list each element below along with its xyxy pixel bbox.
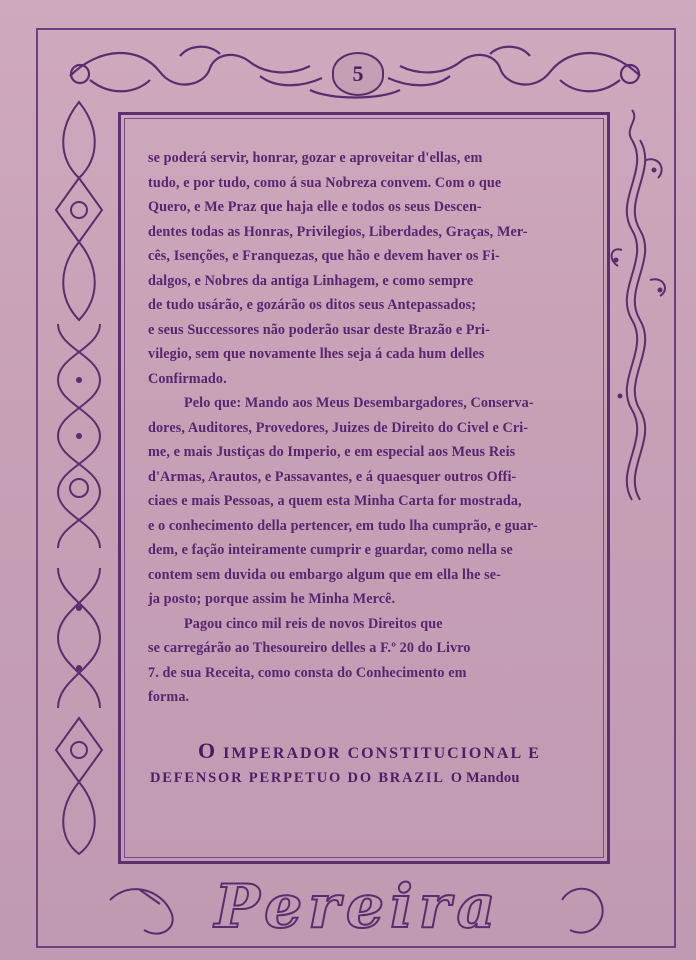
body-line: Pagou cinco mil reis de novos Direitos que (184, 615, 443, 632)
body-line: dentes todas as Honras, Privilegios, Liberdades, Graças, Mer- (148, 223, 528, 240)
body-line: tudo, e por tudo, como á sua Nobreza convem. Com o que (148, 174, 502, 191)
body-line: 7. de sua Receita, como consta do Conhecimento em (148, 664, 467, 681)
body-line: vilegio, sem que novamente lhes seja á cada hum delles (148, 346, 485, 362)
body-line: d'Armas, Arautos, e Passavantes, e á quaesquer outros Offi- (148, 468, 517, 485)
body-line: forma. (148, 689, 190, 705)
signature-subtitle: DEFENSOR PERPETUO DO BRAZIL (150, 770, 445, 786)
mandou-text: O Mandou (450, 770, 520, 786)
left-vertical-ornament-icon (48, 98, 110, 858)
body-line: de tudo usárão, e gozárão os ditos seus Antepassados; (148, 297, 477, 313)
body-line: dem, e fação inteiramente cumprir e guardar, como nella se (148, 542, 513, 558)
signature-title: IMPERADOR CONSTITUCIONAL E (223, 745, 541, 762)
signature-line-1 (150, 738, 600, 764)
body-line: ja posto; porque assim he Minha Mercê. (148, 591, 396, 607)
signature-line-2 (150, 770, 600, 787)
right-vine-ornament-icon (610, 100, 674, 520)
body-line: Quero, e Me Praz que haja elle e todos os seus Descen- (148, 199, 482, 215)
body-line: Confirmado. (148, 370, 227, 387)
signature-block (150, 738, 600, 787)
body-line: me, e mais Justiças do Imperio, e em especial aos Meus Reis (148, 444, 516, 460)
page-number: 5 (332, 52, 384, 96)
signature-name: Pereira (214, 872, 502, 942)
body-line: e o conhecimento della pertencer, em tudo lha cumprão, e guar- (148, 517, 538, 534)
body-line: ciaes e mais Pessoas, a quem esta Minha Carta for mostrada, (148, 493, 522, 509)
body-line: contem sem duvida ou embargo algum que em ella lhe se- (148, 566, 501, 583)
body-line: se carregárão ao Thesoureiro delles a F.º 20 do Livro (148, 640, 471, 656)
body-line: dores, Auditores, Provedores, Juizes de Direito do Civel e Cri- (148, 419, 529, 436)
drop-cap: O (198, 738, 218, 763)
body-line: e seus Successores não poderão usar deste Brazão e Pri- (148, 321, 490, 338)
body-line: dalgos, e Nobres da antiga Linhagem, e como sempre (148, 272, 474, 289)
body-line: cês, Isenções, e Franquezas, que hão e devem haver os Fi- (148, 248, 500, 264)
document-body (148, 146, 588, 710)
body-line: se poderá servir, honrar, gozar e aproveitar d'ellas, em (148, 150, 483, 166)
body-line: Pelo que: Mando aos Meus Desembargadores, Conserva- (184, 395, 534, 411)
